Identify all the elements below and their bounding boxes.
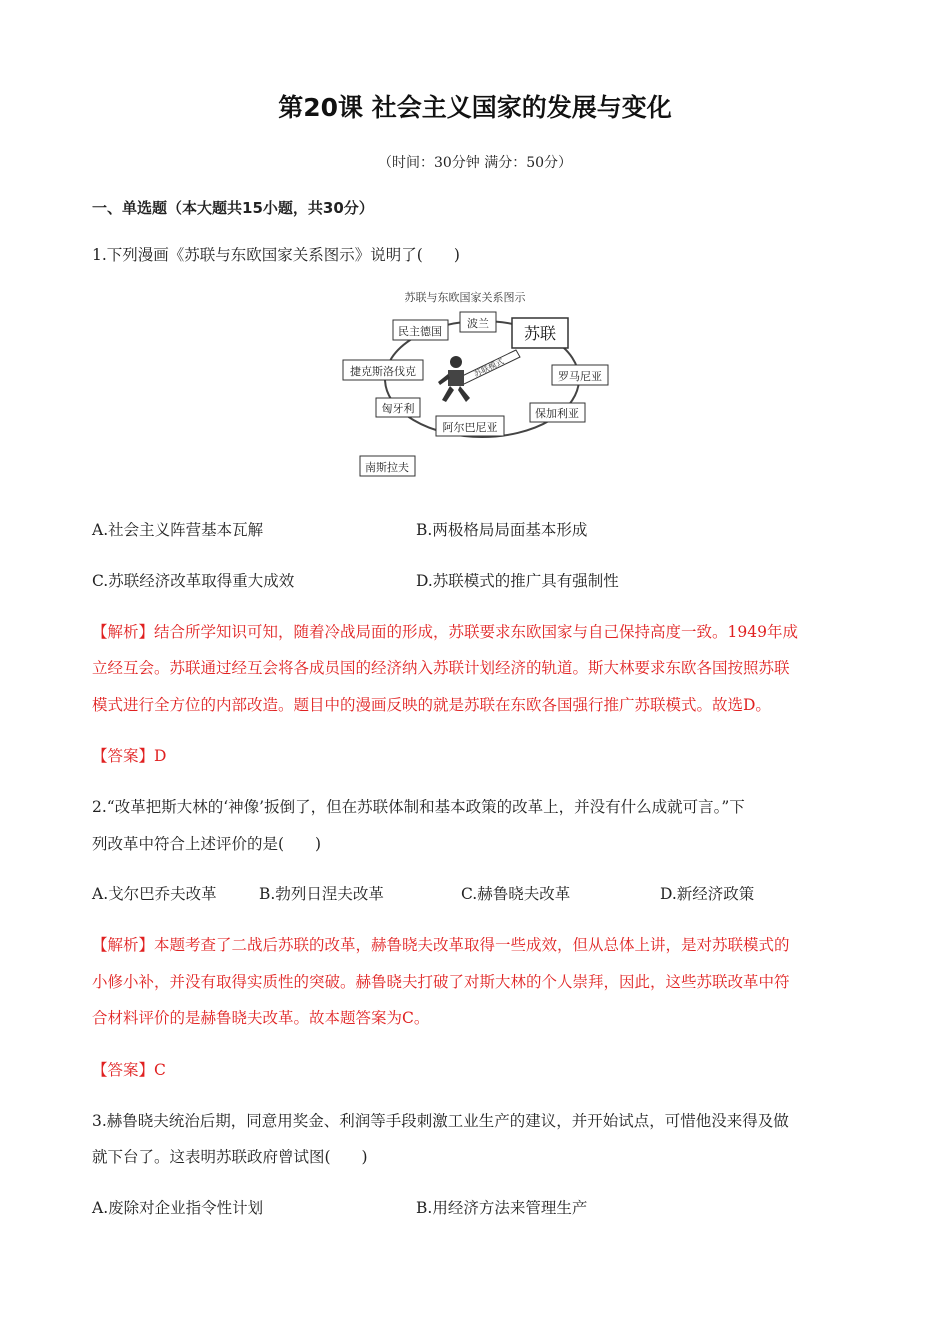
q2-stem-line: 2.“改革把斯大林的‘神像’扳倒了，但在苏联体制和基本政策的改革上，并没有什么成就可言。”下 <box>92 798 745 816</box>
q2-analysis-line: 【解析】本题考查了二战后苏联的改革，赫鲁晓夫改革取得一些成效，但从总体上讲，是对苏联模式的 <box>92 936 790 954</box>
q2-stem-line: 列改革中符合上述评价的是( ) <box>92 835 322 853</box>
q2-option-b[interactable]: B.勃列日涅夫改革 <box>259 885 384 903</box>
svg-text:罗马尼亚: 罗马尼亚 <box>558 370 602 383</box>
answer-value: C <box>154 1061 166 1079</box>
answer-value: D <box>154 747 167 765</box>
page-title: 第20课 社会主义国家的发展与变化 <box>278 93 672 122</box>
q1-option-b[interactable]: B.两极格局局面基本形成 <box>416 521 588 539</box>
answer-tag: 【答案】 <box>92 1061 155 1079</box>
q2-analysis-line: 合材料评价的是赫鲁晓夫改革。故本题答案为C。 <box>92 1009 430 1027</box>
svg-text:阿尔巴尼亚: 阿尔巴尼亚 <box>442 421 498 434</box>
svg-text:保加利亚: 保加利亚 <box>535 407 579 420</box>
country-box <box>552 365 608 385</box>
q2-option-a[interactable]: A.戈尔巴乔夫改革 <box>92 885 217 903</box>
cartoon-caption: 苏联与东欧国家关系图示 <box>404 291 526 304</box>
country-box <box>360 456 415 476</box>
q3-stem-line: 3.赫鲁晓夫统治后期，同意用奖金、利润等手段刺激工业生产的建议，并开始试点，可惜他没来得及做 <box>92 1112 789 1130</box>
country-box <box>460 312 496 332</box>
svg-text:捷克斯洛伐克: 捷克斯洛伐克 <box>350 365 416 378</box>
q3-option-a[interactable]: A.废除对企业指令性计划 <box>92 1199 264 1217</box>
q2-option-d[interactable]: D.新经济政策 <box>660 885 755 903</box>
q3-option-b[interactable]: B.用经济方法来管理生产 <box>416 1199 588 1217</box>
q1-option-c[interactable]: C.苏联经济改革取得重大成效 <box>92 572 295 590</box>
arrow-band <box>458 350 520 385</box>
q1-analysis-line: 立经互会。苏联通过经互会将各成员国的经济纳入苏联计划经济的轨道。斯大林要求东欧各国按照苏联 <box>92 659 790 677</box>
section-heading: 一、单选题（本大题共15小题，共30分） <box>92 199 374 217</box>
center-label: 苏联 <box>523 324 557 343</box>
q1-option-a[interactable]: A.社会主义阵营基本瓦解 <box>92 521 264 539</box>
country-box <box>530 403 585 422</box>
q1-answer <box>92 744 862 766</box>
answer-tag: 【答案】 <box>92 747 155 765</box>
q1-stem: 1.下列漫画《苏联与东欧国家关系图示》说明了( ) <box>92 246 460 264</box>
q3-stem-line: 就下台了。这表明苏联政府曾试图( ) <box>92 1148 368 1166</box>
q1-analysis-line: 【解析】结合所学知识可知，随着冷战局面的形成，苏联要求东欧国家与自己保持高度一致。1949年成 <box>92 623 798 641</box>
arrow-label: 苏联模式 <box>472 356 506 379</box>
q2-analysis-line: 小修小补，并没有取得实质性的突破。赫鲁晓夫打破了对斯大林的个人崇拜，因此，这些苏联改革中符 <box>92 973 790 991</box>
country-box <box>436 416 504 436</box>
exam-meta: （时间：30分钟 满分：50分） <box>377 155 573 171</box>
svg-text:波兰: 波兰 <box>467 317 489 330</box>
soviet-eastern-europe-cartoon <box>330 286 602 482</box>
q1-analysis-line: 模式进行全方位的内部改造。题目中的漫画反映的就是苏联在东欧各国强行推广苏联模式。故选D。 <box>92 696 771 714</box>
svg-text:匈牙利: 匈牙利 <box>381 402 415 415</box>
q2-answer <box>92 1058 862 1080</box>
country-box <box>376 398 420 417</box>
country-box <box>393 320 448 340</box>
svg-text:民主德国: 民主德国 <box>398 325 442 338</box>
svg-text:南斯拉夫: 南斯拉夫 <box>365 461 409 474</box>
country-box <box>343 360 423 380</box>
q1-option-d[interactable]: D.苏联模式的推广具有强制性 <box>416 572 619 590</box>
q2-option-c[interactable]: C.赫鲁晓夫改革 <box>461 885 571 903</box>
